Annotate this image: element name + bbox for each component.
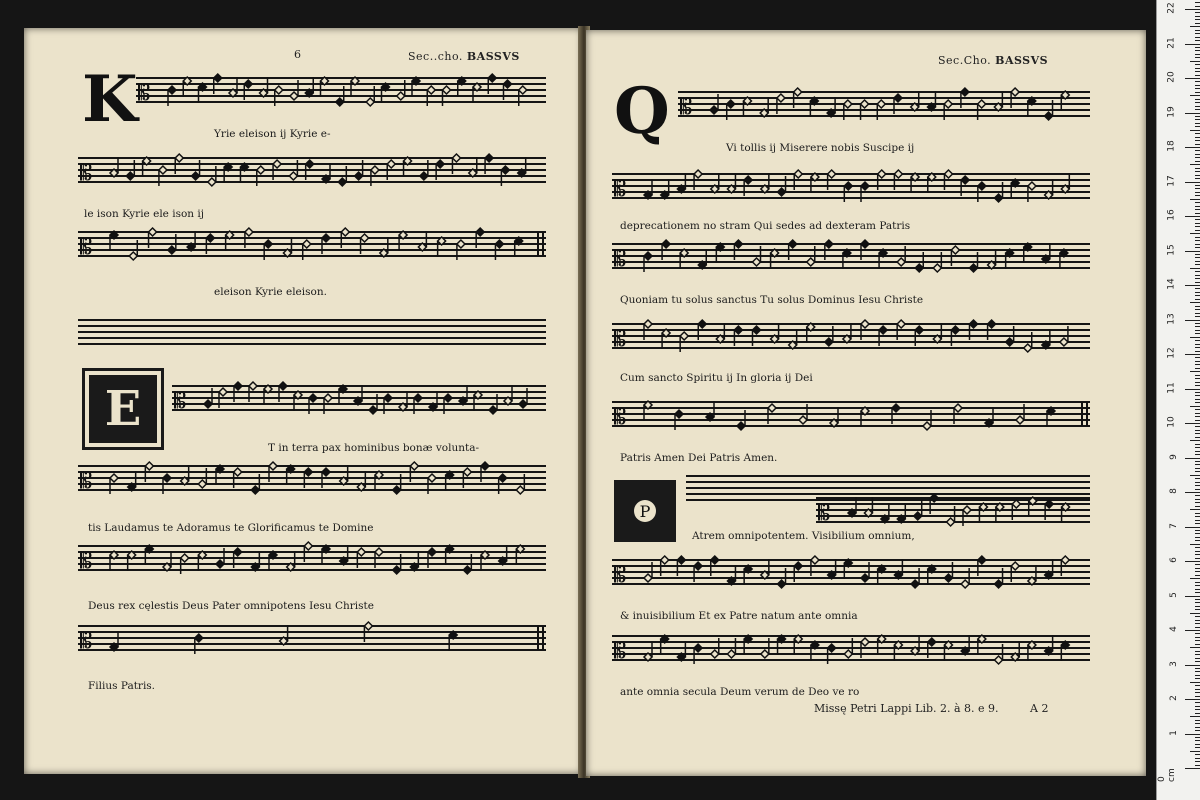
- lyric-line: T in terra pax hominibus bonæ volunta-: [268, 442, 480, 454]
- note-icon: [848, 497, 856, 517]
- note-icon: [449, 631, 457, 651]
- left-page: [24, 28, 582, 774]
- note-icon: [1045, 635, 1053, 655]
- note-icon: [1042, 243, 1050, 263]
- note-icon: [878, 565, 886, 585]
- note-icon: [911, 91, 919, 111]
- clef-icon: 𝄡: [614, 563, 627, 588]
- staff-line: [612, 168, 1090, 204]
- staff-line: [78, 460, 546, 496]
- note-icon: [760, 97, 768, 117]
- note-icon: [771, 249, 779, 269]
- staff-line: [172, 380, 546, 416]
- note-icon: [1047, 407, 1055, 427]
- ruler-label: 15: [1166, 243, 1177, 256]
- note-icon: [380, 237, 388, 257]
- ruler-label: 0 cm: [1157, 768, 1177, 782]
- right-page: [586, 30, 1146, 776]
- ruler-label: 22: [1166, 2, 1177, 14]
- note-icon: [515, 237, 523, 257]
- note-icon: [794, 635, 802, 655]
- note-icon: [744, 565, 752, 585]
- note-icon: [761, 559, 769, 579]
- note-icon: [830, 407, 838, 427]
- lyric-line: ante omnia secula Deum verum de Deo ve ro: [620, 686, 860, 698]
- ruler-label: 9: [1169, 453, 1180, 460]
- note-icon: [811, 641, 819, 661]
- note-icon: [944, 641, 952, 661]
- note-icon: [771, 323, 779, 343]
- note-icon: [226, 231, 234, 251]
- note-icon: [1045, 179, 1053, 199]
- note-icon: [399, 391, 407, 411]
- note-icon: [518, 157, 526, 177]
- drop-cap-q: Q: [614, 74, 670, 149]
- note-icon: [163, 551, 171, 571]
- note-icon: [778, 635, 786, 655]
- note-icon: [811, 173, 819, 193]
- note-icon: [469, 157, 477, 177]
- note-icon: [322, 545, 330, 565]
- note-icon: [881, 503, 889, 523]
- note-icon: [828, 559, 836, 579]
- note-icon: [181, 465, 189, 485]
- note-icon: [994, 91, 1002, 111]
- note-icon: [321, 77, 329, 97]
- ruler-label: 20: [1166, 71, 1177, 83]
- note-icon: [661, 635, 669, 655]
- note-icon: [1061, 91, 1069, 111]
- note-icon: [1060, 249, 1068, 269]
- note-icon: [340, 465, 348, 485]
- note-icon: [280, 625, 288, 645]
- clef-icon: 𝄡: [80, 629, 93, 654]
- note-icon: [474, 391, 482, 411]
- clef-icon: 𝄡: [80, 161, 93, 186]
- lyric-line: Atrem omnipotentem. Visibilium omnium,: [692, 530, 915, 542]
- clef-icon: 𝄡: [614, 639, 627, 664]
- note-icon: [287, 465, 295, 485]
- drop-cap-k: K: [82, 62, 138, 137]
- header-voice: BASSVS: [995, 54, 1049, 67]
- note-icon: [283, 237, 291, 257]
- left-header: [408, 50, 520, 63]
- note-icon: [985, 407, 993, 427]
- ruler-label: 16: [1166, 209, 1177, 221]
- note-icon: [399, 231, 407, 251]
- note-icon: [199, 83, 207, 103]
- empty-staff: [78, 314, 546, 350]
- ornate-initial-p: P: [614, 480, 676, 542]
- staff-line: [612, 318, 1090, 354]
- note-icon: [1011, 179, 1019, 199]
- lyric-line: eleison Kyrie eleison.: [214, 286, 327, 298]
- clef-icon: 𝄡: [80, 235, 93, 260]
- note-icon: [698, 249, 706, 269]
- header-prefix: Sec.Cho.: [938, 54, 992, 67]
- lyric-line: Deus rex cęlestis Deus Pater omnipotens Iesu Christe: [88, 600, 374, 612]
- staff-line: [612, 396, 1090, 432]
- note-icon: [894, 641, 902, 661]
- note-icon: [110, 231, 118, 251]
- note-icon: [145, 545, 153, 565]
- note-icon: [996, 503, 1004, 523]
- note-icon: [644, 179, 652, 199]
- note-icon: [251, 551, 259, 571]
- note-icon: [677, 641, 685, 661]
- note-icon: [128, 551, 136, 571]
- staff-line: [78, 152, 546, 188]
- clef-icon: 𝄡: [614, 327, 627, 352]
- ruler-label: 2: [1169, 695, 1180, 701]
- staff-line: [816, 492, 1090, 528]
- note-icon: [1024, 243, 1032, 263]
- note-icon: [412, 77, 420, 97]
- note-icon: [354, 385, 362, 405]
- lyric-line: tis Laudamus te Adoramus te Glorificamus te Domine: [88, 522, 374, 534]
- staff-line: [612, 630, 1090, 666]
- note-icon: [357, 471, 365, 491]
- note-icon: [481, 551, 489, 571]
- staff-line: [678, 86, 1090, 122]
- note-icon: [878, 635, 886, 655]
- note-icon: [287, 551, 295, 571]
- note-icon: [269, 551, 277, 571]
- header-voice: BASSVS: [466, 50, 520, 63]
- note-icon: [110, 631, 118, 651]
- staff-line: [612, 238, 1090, 274]
- note-icon: [499, 545, 507, 565]
- ruler-label: 3: [1169, 660, 1180, 667]
- note-icon: [240, 163, 248, 183]
- note-icon: [706, 401, 714, 421]
- note-icon: [375, 471, 383, 491]
- note-icon: [894, 559, 902, 579]
- ruler-label: 18: [1166, 140, 1177, 152]
- note-icon: [143, 157, 151, 177]
- clef-icon: 𝄡: [138, 81, 151, 106]
- note-icon: [662, 329, 670, 349]
- page-number: 6: [294, 48, 302, 61]
- clef-icon: 𝄡: [614, 177, 627, 202]
- lyric-line: Patris Amen Dei Patris Amen.: [620, 452, 778, 464]
- ruler-label: 13: [1166, 312, 1177, 325]
- note-icon: [516, 545, 524, 565]
- note-icon: [961, 635, 969, 655]
- note-icon: [339, 385, 347, 405]
- note-icon: [727, 565, 735, 585]
- note-icon: [911, 635, 919, 655]
- note-icon: [429, 391, 437, 411]
- note-icon: [716, 243, 724, 263]
- note-icon: [446, 545, 454, 565]
- note-icon: [1029, 497, 1037, 517]
- staff-line: [78, 620, 546, 656]
- note-icon: [644, 401, 652, 421]
- note-icon: [843, 249, 851, 269]
- note-icon: [1045, 559, 1053, 579]
- note-icon: [827, 97, 835, 117]
- clef-icon: 𝄡: [80, 549, 93, 574]
- clef-icon: 𝄡: [680, 95, 693, 120]
- note-icon: [711, 173, 719, 193]
- staff-line: [136, 72, 546, 108]
- note-icon: [1011, 641, 1019, 661]
- note-icon: [198, 551, 206, 571]
- measurement-ruler: [1156, 0, 1200, 800]
- note-icon: [128, 471, 136, 491]
- note-icon: [504, 385, 512, 405]
- note-icon: [661, 179, 669, 199]
- footer-title: Missę Petri Lappi Lib. 2. à 8. e 9.: [814, 702, 999, 715]
- ruler-label: 4: [1169, 626, 1180, 632]
- note-icon: [1028, 641, 1036, 661]
- ruler-label: 8: [1169, 488, 1180, 494]
- ruler-label: 12: [1166, 347, 1177, 359]
- note-icon: [1061, 641, 1069, 661]
- staff-line: [78, 540, 546, 576]
- ruler-label: 10: [1166, 416, 1177, 428]
- note-icon: [928, 173, 936, 193]
- clef-icon: 𝄡: [174, 389, 187, 414]
- note-icon: [404, 157, 412, 177]
- note-icon: [864, 497, 872, 517]
- note-icon: [1006, 249, 1014, 269]
- clef-icon: 𝄡: [614, 405, 627, 430]
- note-icon: [224, 163, 232, 183]
- note-icon: [229, 77, 237, 97]
- ruler-label: 6: [1169, 557, 1180, 563]
- lyric-line: le ison Kyrie ele ison ij: [84, 208, 205, 220]
- ruler-label: 14: [1166, 278, 1177, 290]
- note-icon: [810, 97, 818, 117]
- note-icon: [216, 465, 224, 485]
- note-icon: [1028, 97, 1036, 117]
- note-icon: [927, 91, 935, 111]
- note-icon: [110, 157, 118, 177]
- ruler-label: 17: [1166, 174, 1177, 187]
- note-icon: [933, 323, 941, 343]
- note-icon: [351, 77, 359, 97]
- note-icon: [727, 173, 735, 193]
- note-icon: [110, 551, 118, 571]
- note-icon: [1028, 565, 1036, 585]
- note-icon: [418, 231, 426, 251]
- note-icon: [807, 323, 815, 343]
- clef-icon: 𝄡: [614, 247, 627, 272]
- note-icon: [305, 77, 313, 97]
- note-icon: [978, 635, 986, 655]
- note-icon: [382, 83, 390, 103]
- note-icon: [1062, 503, 1070, 523]
- note-icon: [716, 323, 724, 343]
- note-icon: [644, 641, 652, 661]
- ruler-label: 11: [1166, 381, 1177, 394]
- staff-line: [78, 226, 546, 262]
- staff-line: [612, 554, 1090, 590]
- note-icon: [438, 237, 446, 257]
- note-icon: [680, 249, 688, 269]
- right-header: [938, 54, 1048, 67]
- note-icon: [744, 635, 752, 655]
- note-icon: [446, 471, 454, 491]
- ruler-label: 19: [1166, 105, 1177, 118]
- note-icon: [410, 551, 418, 571]
- note-icon: [897, 503, 905, 523]
- note-icon: [861, 407, 869, 427]
- header-prefix: Sec..cho.: [408, 50, 463, 63]
- note-icon: [340, 545, 348, 565]
- note-icon: [844, 559, 852, 579]
- ruler-label: 5: [1169, 591, 1180, 598]
- note-icon: [458, 77, 466, 97]
- note-icon: [294, 391, 302, 411]
- lyric-line: Quoniam tu solus sanctus Tu solus Dominus Iesu Christe: [620, 294, 924, 306]
- note-icon: [322, 163, 330, 183]
- note-icon: [911, 173, 919, 193]
- lyric-line: Yrie eleison ij Kyrie e-: [214, 128, 331, 140]
- clef-icon: 𝄡: [818, 501, 831, 526]
- note-icon: [260, 77, 268, 97]
- note-icon: [979, 503, 987, 523]
- ornate-initial-e: E: [82, 368, 164, 450]
- note-icon: [187, 231, 195, 251]
- note-icon: [761, 173, 769, 193]
- ruler-label: 1: [1169, 729, 1180, 736]
- note-icon: [677, 173, 685, 193]
- lyric-line: Vi tollis ij Miserere nobis Suscipe ij: [726, 142, 915, 154]
- ruler-label: 21: [1166, 36, 1177, 49]
- note-icon: [1042, 329, 1050, 349]
- note-icon: [789, 329, 797, 349]
- note-icon: [928, 565, 936, 585]
- lyric-line: Filius Patris.: [88, 680, 156, 692]
- lyric-line: Cum sancto Spiritu ij In gloria ij Dei: [620, 372, 813, 384]
- lyric-line: deprecationem no stram Qui sedes ad dexteram Patris: [620, 220, 911, 232]
- note-icon: [264, 385, 272, 405]
- signature-mark: A 2: [1030, 702, 1049, 715]
- note-icon: [988, 249, 996, 269]
- note-icon: [843, 323, 851, 343]
- note-icon: [459, 385, 467, 405]
- note-icon: [473, 83, 481, 103]
- note-icon: [879, 249, 887, 269]
- note-icon: [1061, 173, 1069, 193]
- lyric-line: & inuisibilium Et ex Patre natum ante omnia: [620, 610, 858, 622]
- note-icon: [183, 77, 191, 97]
- note-icon: [743, 97, 751, 117]
- ruler-label: 7: [1169, 522, 1180, 529]
- clef-icon: 𝄡: [80, 469, 93, 494]
